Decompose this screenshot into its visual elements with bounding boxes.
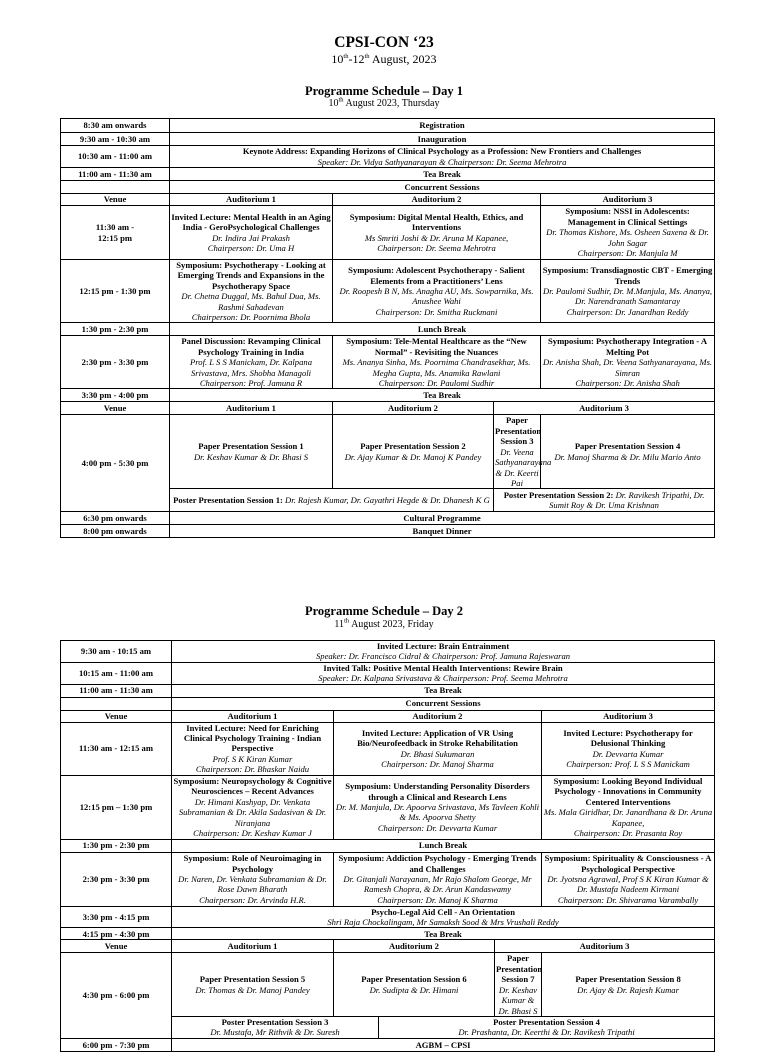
poster-session-1 (170, 489, 494, 512)
venue-row (61, 940, 715, 953)
venue-label: Venue (61, 402, 170, 415)
session-title: Paper Presentation Session 4 (574, 441, 681, 452)
session-speakers: Dr. Indira Jai Prakash (212, 232, 290, 243)
session-title: Symposium: Understanding Personality Disorders through a Clinical and Research Lens (345, 781, 530, 802)
time-cell: 2:30 pm - 3:30 pm (61, 852, 172, 906)
table-row (61, 181, 715, 194)
session-chair: Chairperson: Prof. Jamuna R (199, 378, 303, 389)
session-title: Invited Lecture: Need for Enriching Clinical Psychology Training - Indian Perspective (183, 722, 322, 754)
concurrent-sessions-label: Concurrent Sessions (172, 697, 715, 710)
session-cell (333, 260, 541, 323)
session-speakers: Ms. Mala Giridhar, Dr. Janardhana & Dr. Aruna Kapanee, (543, 807, 713, 828)
session-chair: Chairperson: Dr. Manoj K Sharma (377, 894, 498, 905)
session-chairs: Dr. Rajesh Kumar, Dr. Gayathri Hegde & Dr. Dhanesh K G (282, 495, 490, 506)
session-cell (172, 722, 334, 775)
session-title: Invited Talk: Positive Mental Health Interventions: Rewire Brain (323, 662, 563, 673)
table-row (61, 415, 715, 489)
session-cell (542, 722, 715, 775)
time-cell: 12:15 pm - 1:30 pm (61, 260, 170, 323)
paper-session-6 (334, 953, 495, 1016)
venue-label: Venue (61, 940, 172, 953)
table-row (61, 525, 715, 538)
table-row (61, 336, 715, 389)
session-chair: Chairperson: Dr. Uma H (207, 242, 295, 253)
poster-session-4 (379, 1016, 715, 1038)
session-chair: Chairperson: Dr. Janardhan Reddy (566, 306, 689, 317)
session-speakers: Prof. L S S Manickam, Dr. Kalpana Srivastava, Mrs. Shobha Managoli (190, 357, 312, 378)
session-speakers: Dr. Naren, Dr. Venkata Subramanian & Dr. Rose Dawn Bharath (178, 873, 327, 895)
session-cell (541, 206, 715, 260)
keynote-people: Speaker: Dr. Vidya Sathyanarayan & Chairperson: Dr. Seema Mehrotra (317, 156, 567, 167)
session-title: Paper Presentation Session 8 (575, 974, 681, 985)
table-row (61, 722, 715, 775)
session-title: Symposium: Spirituality & Consciousness - A Psychological Perspective (544, 853, 712, 874)
lunch-break-label: Lunch Break (172, 839, 715, 852)
session-speakers: Ms. Ananya Sinha, Ms. Poornima Chandrasekhar, Ms. Megha Gupta, Ms. Anamika Rawlani (342, 357, 531, 378)
session-title: Paper Presentation Session 6 (361, 974, 467, 985)
poster-session-3 (172, 1016, 379, 1038)
time-cell: 4:30 pm - 6:00 pm (61, 953, 172, 1038)
session-title: Invited Lecture: Application of VR Using Bio/Neurofeedback in Stroke Rehabilitation (357, 727, 518, 749)
day1-schedule-table (60, 118, 715, 538)
session-title: Poster Presentation Session 1: (173, 495, 283, 506)
inauguration-label: Inauguration (170, 133, 715, 146)
venue-auditorium-2: Auditorium 2 (334, 710, 542, 722)
session-chair: Chairperson: Dr. Keshav Kumar J (193, 827, 312, 838)
venue-auditorium-1: Auditorium 1 (172, 940, 334, 953)
session-cell (334, 722, 542, 775)
invited-lecture-cell (172, 641, 715, 663)
table-row (61, 168, 715, 181)
psycho-legal-cell (172, 906, 715, 928)
time-cell: 8:30 am onwards (61, 119, 170, 133)
tea-break-label: Tea Break (172, 928, 715, 940)
table-row (61, 512, 715, 525)
time-cell: 10:15 am - 11:00 am (61, 662, 172, 684)
paper-session-3 (494, 415, 552, 489)
session-title: Psycho-Legal Aid Cell - An Orientation (371, 906, 516, 917)
session-title: Invited Lecture: Mental Health in an Aging India - GeroPsychological Challenges (171, 211, 331, 233)
time-cell: 1:30 pm - 2:30 pm (61, 839, 172, 852)
time-cell: 9:30 am - 10:15 am (61, 641, 172, 663)
venue-auditorium-1: Auditorium 1 (172, 710, 334, 722)
session-cell (170, 260, 333, 323)
time-cell: 12:15 pm – 1:30 pm (61, 775, 172, 839)
time-cell: 10:30 am - 11:00 am (61, 146, 170, 168)
session-chair: Chairperson: Dr. Devvarta Kumar (377, 822, 498, 833)
table-row (61, 775, 715, 839)
session-title: Poster Presentation Session 2: (503, 489, 614, 500)
session-title: Symposium: Looking Beyond Individual Psychology - Innovations in Community Centered Interventions (553, 775, 703, 807)
table-row (61, 119, 715, 133)
session-chair: Chairperson: Dr. Manoj Sharma (381, 759, 494, 770)
venue-label: Venue (61, 194, 170, 206)
time-cell: 11:00 am - 11:30 am (61, 168, 170, 181)
table-row (61, 323, 715, 336)
table-row (61, 684, 715, 697)
session-chair: Chairperson: Dr. Smitha Ruckmani (375, 306, 498, 317)
table-row (61, 206, 715, 260)
blank-cell (61, 181, 170, 194)
session-cell (542, 775, 715, 839)
session-chair: Chairperson: Prof. L S S Manickam (566, 759, 690, 770)
invited-talk-cell (172, 662, 715, 684)
session-chair: Chairperson: Dr. Bhaskar Naidu (195, 764, 310, 775)
table-row (61, 146, 715, 168)
session-speakers: Dr. Thomas Kishore, Ms. Osheen Saxena & Dr. John Sagar (546, 227, 709, 248)
session-chair: Chairperson: Dr. Poornima Bhola (191, 312, 311, 323)
agbm-label: AGBM – CPSI (172, 1038, 715, 1051)
session-speakers: Dr. M. Manjula, Dr. Apoorva Srivastava, Ms Tavleen Kohli & Ms. Apoorva Shetty (335, 801, 540, 823)
session-chairs: Dr. Ravikesh Tripathi, Dr. Sumit Roy & Dr. Uma Krishnan (549, 489, 705, 511)
session-chairs: Dr. Mustafa, Mr Rithvik & Dr. Suresh (210, 1027, 340, 1038)
session-people: Speaker: Dr. Francisco Cidral & Chairperson: Prof. Jamuna Rajeswaran (315, 651, 571, 662)
time-cell: 4:15 pm - 4:30 pm (61, 928, 172, 940)
venue-row (61, 194, 715, 206)
session-speakers: Prof. S K Kiran Kumar (212, 753, 293, 764)
poster-session-2 (494, 489, 715, 512)
session-title: Invited Lecture: Psychotherapy for Delusional Thinking (563, 727, 693, 749)
time-cell: 6:30 pm onwards (61, 512, 170, 525)
session-cell (542, 852, 715, 906)
table-row (61, 697, 715, 710)
session-cell (334, 775, 542, 839)
concurrent-sessions-label: Concurrent Sessions (170, 181, 715, 194)
session-title: Symposium: Transdiagnostic CBT - Emerging Trends (542, 265, 713, 286)
table-row (61, 1038, 715, 1051)
time-cell: 11:30 am - 12:15 pm (61, 206, 170, 260)
banquet-dinner-label: Banquet Dinner (170, 525, 715, 538)
table-row (61, 641, 715, 663)
session-chairs: Dr. Ajay Kumar & Dr. Manoj K Pandey (344, 451, 482, 462)
table-row (61, 953, 715, 1016)
venue-auditorium-3: Auditorium 3 (495, 940, 715, 953)
session-title: Poster Presentation Session 3 (221, 1016, 329, 1027)
day2-date: 11th August 2023, Friday (334, 617, 434, 630)
time-cell: 6:00 pm - 7:30 pm (61, 1038, 172, 1051)
conference-dates: 10th-12th August, 2023 (331, 52, 437, 66)
session-title: Symposium: Psychotherapy Integration - A Melting Pot (548, 336, 708, 357)
session-title: Symposium: Tele-Mental Healthcare as the “New Normal” - Revisiting the Nuances (346, 336, 527, 357)
session-chair: Chairperson: Dr. Seema Mehrotra (377, 242, 496, 253)
paper-session-1 (170, 415, 333, 489)
registration-label: Registration (170, 119, 715, 133)
session-title: Poster Presentation Session 4 (493, 1016, 600, 1027)
paper-session-5 (172, 953, 334, 1016)
session-people: Speaker: Dr. Kalpana Srivastava & Chairperson: Prof. Seema Mehrotra (318, 673, 568, 684)
time-cell: 11:30 am - 12:15 am (61, 722, 172, 775)
cultural-programme-label: Cultural Programme (170, 512, 715, 525)
session-cell (172, 775, 334, 839)
session-chairs: Dr. Thomas & Dr. Manoj Pandey (195, 984, 310, 995)
time-cell: 8:00 pm onwards (61, 525, 170, 538)
session-cell (170, 206, 333, 260)
venue-auditorium-1: Auditorium 1 (170, 402, 333, 415)
session-speakers: Dr. Roopesh B N, Ms. Anagha AU, Ms. Sowparnika, Ms. Anushee Wahi (339, 286, 534, 307)
time-cell: 3:30 pm - 4:15 pm (61, 906, 172, 928)
table-row (61, 852, 715, 906)
venue-auditorium-3: Auditorium 3 (494, 402, 715, 415)
session-title: Paper Presentation Session 5 (199, 974, 306, 985)
table-row (61, 662, 715, 684)
venue-auditorium-3: Auditorium 3 (542, 710, 715, 722)
session-title: Paper Presentation Session 3 (495, 415, 542, 447)
venue-auditorium-1: Auditorium 1 (170, 194, 333, 206)
day1-date: 10th August 2023, Thursday (328, 96, 440, 109)
session-chairs: Dr. Veena Sathyanarayana & Dr. Keerti Pai (495, 446, 552, 488)
venue-label: Venue (61, 710, 172, 722)
blank-cell (61, 697, 172, 710)
session-title: Paper Presentation Session 1 (198, 441, 304, 452)
session-speakers: Dr. Bhasi Sukumaran (400, 748, 475, 759)
session-title: Invited Lecture: Brain Entrainment (376, 641, 510, 651)
session-cell (334, 852, 542, 906)
paper-session-8 (542, 953, 715, 1016)
session-speakers: Dr. Gitanjali Narayanan, Mr Rajo Shalom George, Mr Ramesh Chopra, & Dr. Arun Kandaswamy (343, 873, 532, 895)
tea-break-label: Tea Break (172, 684, 715, 697)
session-speakers: Dr. Himani Kashyap, Dr. Venkata Subramanian & Dr. Akila Sadasivan & Dr. Niranjana (178, 796, 327, 828)
paper-session-7 (495, 953, 542, 1016)
session-chair: Chairperson: Dr. Paulomi Sudhir (378, 378, 495, 389)
keynote-title: Keynote Address: Expanding Horizons of Clinical Psychology as a Profession: New Frontiers and Challenges (242, 146, 642, 157)
day2-schedule-table (60, 640, 715, 1052)
session-title: Paper Presentation Session 7 (496, 953, 543, 985)
venue-auditorium-3: Auditorium 3 (541, 194, 715, 206)
session-cell (541, 336, 715, 389)
session-chair: Chairperson: Dr. Anisha Shah (575, 378, 680, 389)
session-title: Paper Presentation Session 2 (360, 441, 466, 452)
day2-heading: Programme Schedule – Day 2 (304, 604, 464, 618)
session-chair: Chairperson: Dr. Shivarama Varambally (557, 894, 699, 905)
session-cell (333, 206, 541, 260)
paper-session-2 (333, 415, 494, 489)
session-chairs: Dr. Prashanta, Dr. Keerthi & Dr. Ravikesh Tripathi (458, 1027, 635, 1038)
session-title: Symposium: Adolescent Psychotherapy - Salient Elements from a Practitioners’ Lens (348, 265, 525, 286)
session-cell (541, 260, 715, 323)
session-speakers: Dr. Anisha Shah, Dr. Veena Sathyanarayana, Ms. Simran (542, 357, 713, 378)
table-row (61, 906, 715, 928)
session-speakers: Dr. Devvarta Kumar (592, 748, 664, 759)
table-row (61, 389, 715, 402)
table-row (61, 839, 715, 852)
session-cell (333, 336, 541, 389)
time-cell: 1:30 pm - 2:30 pm (61, 323, 170, 336)
session-speakers: Dr. Paulomi Sudhir, Dr. M.Manjula, Ms. Ananya, Dr. Narendranath Samantaray (542, 286, 713, 307)
venue-row (61, 710, 715, 722)
conference-title: CPSI-CON ‘23 (334, 34, 434, 51)
time-cell: 4:00 pm - 5:30 pm (61, 415, 170, 512)
session-title: Symposium: Digital Mental Health, Ethics, and Interventions (349, 211, 524, 233)
tea-break-label: Tea Break (170, 168, 715, 181)
session-chairs: Dr. Sudipta & Dr. Himani (369, 984, 459, 995)
time-cell: 11:00 am - 11:30 am (61, 684, 172, 697)
session-chair: Chairperson: Dr. Arvinda H.R. (199, 894, 306, 905)
day1-heading: Programme Schedule – Day 1 (304, 84, 464, 98)
session-title: Symposium: NSSI in Adolescents: Management in Clinical Settings (565, 206, 690, 227)
lunch-break-label: Lunch Break (170, 323, 715, 336)
table-row (61, 133, 715, 146)
session-cell (170, 336, 333, 389)
venue-auditorium-2: Auditorium 2 (333, 402, 494, 415)
session-speakers: Ms Smriti Joshi & Dr. Aruna M Kapanee, (364, 232, 509, 243)
session-people: Shri Raja Chockalingam, Mr Samaksh Sood & Mrs Vrushali Reddy (327, 917, 559, 928)
table-row (61, 260, 715, 323)
session-chairs: Dr. Ajay & Dr. Rajesh Kumar (577, 984, 679, 995)
venue-auditorium-2: Auditorium 2 (333, 194, 541, 206)
session-speakers: Dr. Chetna Duggal, Ms. Bahul Dua, Ms. Rashmi Sahadevan (181, 291, 321, 312)
session-title: Symposium: Neuropsychology & Cognitive Neurosciences – Recent Advances (173, 775, 332, 797)
session-title: Symposium: Psychotherapy - Looking at Emerging Trends and Expansions in the Psychotherapy Space (176, 260, 326, 291)
session-speakers: Dr. Jyotsna Agrawal, Prof S K Kiran Kumar & Dr. Mustafa Nadeem Kirmani (547, 873, 709, 895)
venue-row (61, 402, 715, 415)
session-chairs: Dr. Manoj Sharma & Dr. Milu Mario Anto (554, 451, 701, 462)
tea-break-label: Tea Break (170, 389, 715, 402)
session-title: Symposium: Addiction Psychology - Emerging Trends and Challenges (338, 853, 537, 874)
session-chair: Chairperson: Dr. Manjula M (577, 248, 678, 259)
time-cell: 2:30 pm - 3:30 pm (61, 336, 170, 389)
time-cell: 9:30 am - 10:30 am (61, 133, 170, 146)
session-chair: Chairperson: Dr. Prasanta Roy (573, 827, 683, 838)
venue-auditorium-2: Auditorium 2 (334, 940, 495, 953)
time-cell: 3:30 pm - 4:00 pm (61, 389, 170, 402)
table-row (61, 928, 715, 940)
session-title: Symposium: Role of Neuroimaging in Psychology (183, 853, 322, 874)
session-title: Panel Discussion: Revamping Clinical Psychology Training in India (181, 336, 321, 357)
paper-session-4 (541, 415, 715, 489)
session-cell (172, 852, 334, 906)
keynote-cell (170, 146, 715, 168)
session-chairs: Dr. Keshav Kumar & Dr. Bhasi S (193, 451, 309, 462)
session-chairs: Dr. Keshav Kumar & Dr. Bhasi S (498, 984, 538, 1016)
